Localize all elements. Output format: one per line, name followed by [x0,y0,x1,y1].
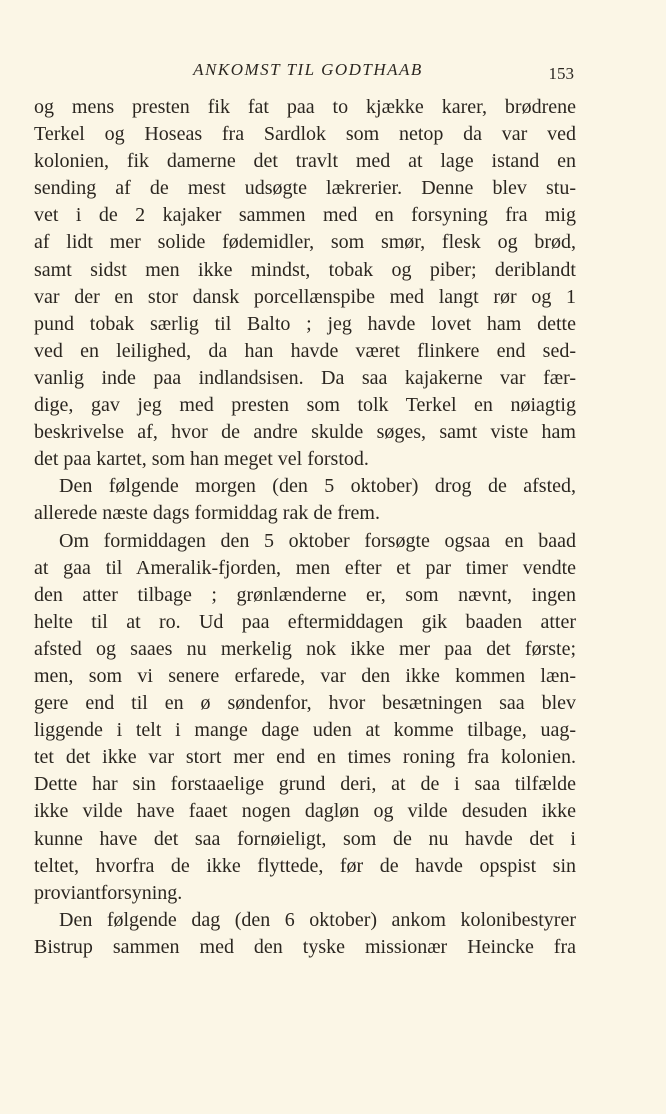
text-line: Bistrup sammen med den tyske missionær Heincke fra [34,935,576,958]
text-line: men, som vi senere erfarede, var den ikke kommen læn- [34,664,576,687]
page-number: 153 [548,64,574,83]
text-line: kunne have det saa fornøieligt, som de nu havde det i [34,827,576,850]
text-line: pund tobak særlig til Balto ; jeg havde lovet ham dette [34,312,576,335]
text-line: tet det ikke var stort mer end en times roning fra kolonien. [34,746,576,769]
running-title: ANKOMST TIL GODTHAAB [193,60,423,79]
text-line: liggende i telt i mange dage uden at komme tilbage, uag- [34,719,576,742]
text-line: Dette har sin forstaaelige grund deri, at de i saa tilfælde [34,773,576,796]
text-line: at gaa til Ameralik-fjorden, men efter et par timer vendte [34,556,576,579]
text-line: teltet, hvorfra de ikke flyttede, før de havde opspist sin [34,854,576,877]
text-line: og mens presten fik fat paa to kjække karer, brødrene [34,96,576,118]
text-line: ikke vilde have faaet nogen dagløn og vilde desuden ikke [34,800,576,823]
text-line: allerede næste dags formiddag rak de frem. [34,502,380,525]
text-line: den atter tilbage ; grønlænderne er, som nævnt, ingen [34,583,576,606]
text-line: sending af de mest udsøgte lækrerier. Denne blev stu- [34,177,576,200]
text-line: Den følgende morgen (den 5 oktober) drog de afsted, [59,475,576,498]
text-line: var der en stor dansk porcellænspibe med langt rør og 1 [34,285,576,308]
text-line: af lidt mer solide fødemidler, som smør, flesk og brød, [34,231,576,254]
text-line: dige, gav jeg med presten som tolk Terkel en nøiagtig [34,394,576,417]
text-line: kolonien, fik damerne det travlt med at lage istand en [34,150,576,173]
text-line: samt sidst men ikke mindst, tobak og piber; deriblandt [34,258,576,281]
text-line: Den følgende dag (den 6 oktober) ankom kolonibestyrer [59,908,576,931]
running-head [0,58,666,82]
text-line: Terkel og Hoseas fra Sardlok som netop da var ved [34,123,576,146]
text-line: gere end til en ø søndenfor, hvor besætningen saa blev [34,692,576,715]
text-line: helte til at ro. Ud paa eftermiddagen gik baaden atter [34,610,576,633]
text-line: ved en leilighed, da han havde været flinkere end sed- [34,339,576,362]
text-line: Om formiddagen den 5 oktober forsøgte ogsaa en baad [59,529,576,552]
text-line: vanlig inde paa indlandsisen. Da saa kajakerne var fær- [34,366,576,389]
body-text [34,94,576,961]
text-line: beskrivelse af, hvor de andre skulde søges, samt viste ham [34,421,576,444]
text-line: afsted og saaes nu merkelig nok ikke mer paa det første; [34,637,576,660]
text-line: det paa kartet, som han meget vel forstod. [34,448,369,471]
text-line: proviantforsyning. [34,881,183,904]
text-line: vet i de 2 kajaker sammen med en forsyning fra mig [34,204,576,227]
